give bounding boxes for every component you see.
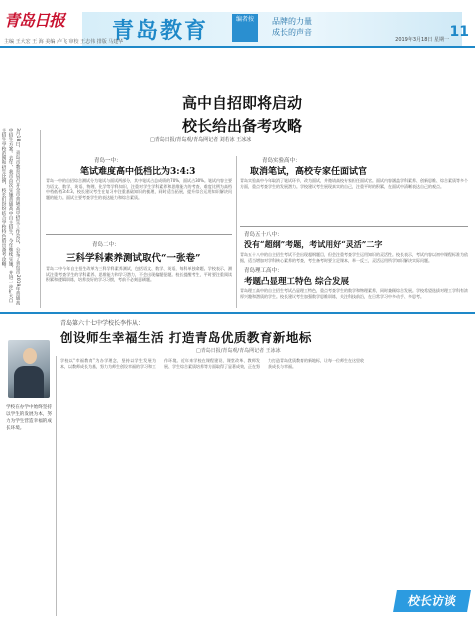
article-2-title: 三科学科素养测试取代“一张卷” <box>66 253 201 264</box>
pull-quote: 学校在办学中始终坚持以学生的发展为本，努力为学生营造幸福的成长环境。 <box>6 405 52 431</box>
article-1-kicker: 青岛一中： <box>94 158 122 164</box>
masthead <box>0 0 475 46</box>
staff-credits: 主编 王大宏 王 海 美编 卢飞 审校 王志伟 排版 马建华 <box>4 39 124 45</box>
column-divider-1 <box>236 156 237 308</box>
article-3-body: 青岛实验高中今年取消了笔试环节，改为面试，并邀请高校专家担任面试官。面试内容涵盖学科素养、创新思维、综合素质等多个方面，重点考查学生的发展潜力。学校建议考生展现真实的自己，注重平时的积累，在面试中清晰表达自己的观点。 <box>240 178 468 189</box>
article-5-kicker: 青岛理工高中： <box>244 268 283 274</box>
feature-byline: □青岛日报/青岛观/青岛网记者 王冰冰 <box>196 348 281 354</box>
article-5-body: 青岛理工高中的自主招生考试凸显理工特色，重点考查学生的数学和物理素养，同时兼顾综合发展。学校希望选拔对理工学科有浓厚兴趣和潜质的学生。校长建议考生加强数学思维训练，关注科技前沿，在日常学习中多动手、多思考。 <box>240 288 468 299</box>
editor-badge: 编者按 <box>232 14 258 42</box>
article-4-body: 青岛五十八中的自主招生考试不会出现超纲题目，但会注重考查学生运用知识的灵活性。校长表示，考试内容以初中课程标准为依据，适当增加对学科核心素养的考查，考生备考时要立足课本，举一反三，灵活运用所学知识解决实际问题。 <box>240 252 468 263</box>
sidebar-divider <box>40 130 41 308</box>
article-1-divider <box>46 234 232 235</box>
article-3-title: 取消笔试，高校专家任面试官 <box>250 167 368 177</box>
newspaper-logo: 青岛日报 <box>4 11 65 30</box>
page-number: 11 <box>449 24 469 40</box>
article-4-kicker: 青岛五十八中： <box>244 232 283 238</box>
slogan-line-1: 品牌的力量 <box>272 17 312 26</box>
article-3-kicker: 青岛实验高中： <box>262 158 301 164</box>
headline-line-1: 高中自招即将启动 <box>181 94 302 112</box>
article-5-title: 考题凸显理工特色 综合发展 <box>244 277 349 287</box>
article-2-kicker: 青岛二中： <box>92 242 120 248</box>
headline-line-2: 校长给出备考攻略 <box>181 117 302 135</box>
section-slogan <box>272 16 312 38</box>
article-1-body: 青岛一中的自招综合测试分为笔试与面试两部分，其中笔试占总成绩的70%，面试占30%。笔试内容主要为语文、数学、英语、物理、化学等学科知识，注重对学生学科素养和思维能力的考查，难度比例为高档中档低档3:4:3。校长建议考生在复习中注重基础知识的梳理，同时适当拓展，提升综合运用知识解决问题的能力。面试主要考查学生的表达能力和综合素质。 <box>46 178 232 200</box>
interview-badge: 校长访谈 <box>393 590 471 612</box>
section-title: 青岛教育 <box>112 19 209 44</box>
headline-byline: □青岛日报/青岛观/青岛网记者 刘若冰 王冰冰 <box>150 137 252 143</box>
article-1-title: 笔试难度高中低档比为3:4:3 <box>80 167 196 177</box>
article-2-body: 青岛二中今年自主招生改革为三科学科素养测试，包括语文、数学、英语，每科单独命题。学校表示，测试注重考查学生的学科素养、思维能力和学习潜力，不会出现偏题怪题。校长提醒考生，平时要注重阅读积累和逻辑训练，培养良好的学习习惯，考前不必刻意刷题。 <box>46 266 232 283</box>
photo-body <box>14 366 44 398</box>
slogan-line-2: 成长的声音 <box>272 28 312 37</box>
feature-title: 创设师生幸福生活 打造青岛优质教育新地标 <box>60 330 312 345</box>
article-3-divider <box>240 226 468 227</box>
principal-photo <box>8 340 50 398</box>
lead-sidebar <box>0 128 36 306</box>
feature-divider <box>56 356 57 616</box>
masthead-rule <box>0 46 475 48</box>
feature-body: 学校以“幸福教育”为办学理念，坚持以学生发展为本，以教师成长为基，努力为师生创设幸福的学习和工作环境。近年来学校在课程建设、课堂改革、教师发展、学生综合素质培养等方面取得了显著成效，正在努力打造青岛优质教育的新地标，让每一位师生在这里收获成长与幸福。 <box>60 358 364 369</box>
feature-rule <box>0 312 475 314</box>
article-4-title: 没有“超纲”考题，考试用好“灵活”二字 <box>244 239 383 249</box>
main-headline <box>92 92 392 136</box>
feature-kicker: 青岛第六十七中学校长李作从： <box>60 320 145 327</box>
issue-date: 2019年3月18日 星期一 <box>395 37 449 43</box>
photo-head <box>23 348 37 364</box>
lead-text: 3月18日，青岛市教育局召开全市普通高中招生工作会议，公布了青岛市2019年普通高中招生方案。去年，我市首次实施普通高中自主招生，今年继续实施，并进一步扩大自主招生学校范围和招生比例，校长们纷纷结合学校特色给出备考攻略。 <box>1 128 20 305</box>
